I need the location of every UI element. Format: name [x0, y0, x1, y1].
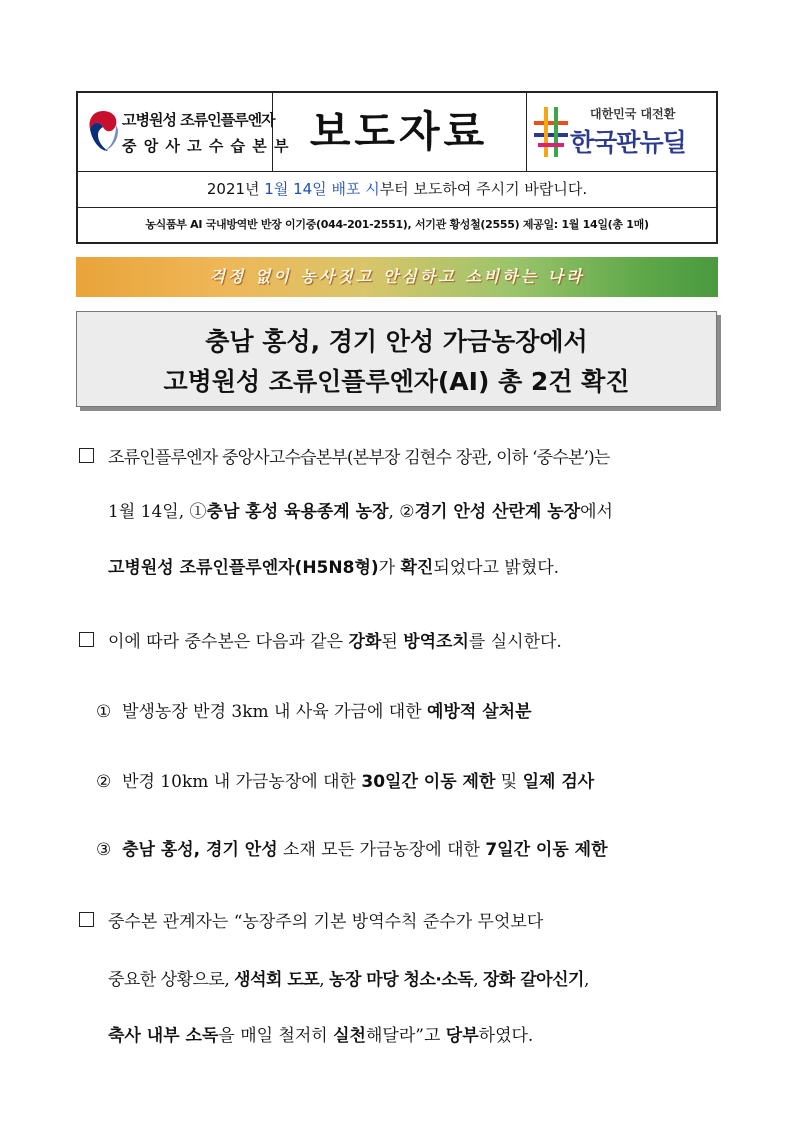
body-text: , [583, 970, 589, 990]
emphasis-text: 당부 [445, 1026, 479, 1046]
body-text: 중요한 상황으로, [108, 970, 235, 990]
government-emblem-icon [86, 107, 120, 155]
org-name-line2: 중 앙 사 고 수 습 본 부 [122, 137, 290, 155]
headline-box [76, 311, 717, 407]
emphasis-text: 장화 갈아신기 [483, 970, 584, 990]
body-text: 해달라”고 [365, 1026, 446, 1046]
emphasis-text: 30일간 이동 제한 [361, 772, 496, 792]
new-deal-cell [526, 93, 716, 171]
measure-item-3 [96, 835, 608, 860]
org-name-line1: 고병원성 조류인플루엔자 [122, 111, 275, 129]
paragraph-1-line-2 [108, 497, 613, 522]
body-text: 소재 모든 가금농장에 대한 [277, 840, 486, 860]
emphasis-text: 생석회 도포 [234, 970, 320, 990]
emphasis-text: 충남 홍성 육용종계 농장 [206, 502, 389, 522]
measure-item-1 [96, 697, 532, 722]
org-cell [78, 93, 290, 171]
body-text: 를 실시한다. [468, 632, 562, 652]
paragraph-1-line-3 [108, 553, 559, 578]
paragraph-1-line-1 [108, 443, 610, 468]
emphasis-text: 실천 [333, 1026, 366, 1046]
emphasis-text: 방역조치 [403, 632, 469, 652]
slogan-banner [76, 257, 718, 297]
paragraph-3-line-2 [108, 965, 589, 990]
body-text: 하였다. [478, 1026, 534, 1046]
emphasis-text: 예방적 살처분 [427, 702, 532, 722]
release-suffix: 부터 보도하여 주시기 바랍니다. [379, 180, 588, 198]
headline-line2: 고병원성 조류인플루엔자(AI) 총 2건 확진 [163, 367, 630, 396]
body-text: 반경 10km 내 가금농장에 대한 [122, 772, 362, 792]
release-date: 1월 14일 배포 시 [264, 180, 380, 198]
new-deal-logo-icon [532, 103, 570, 161]
new-deal-title: 한국판뉴딜 [570, 128, 686, 157]
emphasis-text: 일제 검사 [522, 772, 595, 792]
header-top-row [78, 93, 716, 172]
body-text: 1월 14일, ① [108, 502, 207, 522]
item-number: ① [96, 702, 112, 722]
emphasis-text: 농장 마당 청소·소독 [329, 970, 474, 990]
emphasis-text: 강화 [348, 632, 382, 652]
emphasis-text: 충남 홍성, 경기 안성 [122, 840, 278, 860]
emphasis-text: 고병원성 조류인플루엔자(H5N8형) [108, 558, 379, 578]
body-text: 조류인플루엔자 중앙사고수습본부(본부장 김현수 장관, 이하 ‘중수본’)는 [108, 448, 610, 468]
contact-info: 농식품부 AI 국내방역반 반장 이기중(044-201-2551), 서기관 황성철(2555) 제공일: 1월 14일(총 1매) [145, 218, 649, 231]
emphasis-text: 경기 안성 산란계 농장 [414, 502, 581, 522]
bullet-box-icon [79, 912, 94, 927]
emphasis-text: 확진 [400, 558, 434, 578]
body-text: 을 매일 철저히 [218, 1026, 334, 1046]
body-text: 된 [381, 632, 404, 652]
body-text: 되었다고 밝혔다. [433, 558, 560, 578]
emphasis-text: 7일간 이동 제한 [485, 840, 608, 860]
body-text: , ② [388, 502, 415, 522]
body-text: 이에 따라 중수본은 다음과 같은 [108, 632, 349, 652]
body-text: 가 [378, 558, 401, 578]
bullet-box-icon [79, 632, 94, 647]
new-deal-subtitle: 대한민국 대전환 [590, 107, 676, 121]
press-release-header [76, 91, 718, 244]
measure-item-2 [96, 767, 594, 792]
paragraph-3-line-3 [108, 1021, 533, 1046]
paragraph-2-line-1 [108, 627, 562, 652]
item-number: ② [96, 772, 112, 792]
document-title: 보도자료 [309, 107, 489, 156]
body-text: , [473, 970, 483, 990]
body-text: 중수본 관계자는 “농장주의 기본 방역수칙 준수가 무엇보다 [108, 912, 544, 932]
slogan-text: 걱정 없이 농사짓고 안심하고 소비하는 나라 [209, 267, 585, 286]
emphasis-text: 축사 내부 소독 [108, 1026, 219, 1046]
release-notice [78, 171, 716, 208]
body-text: 에서 [580, 502, 613, 522]
item-number: ③ [96, 840, 112, 860]
paragraph-3-line-1 [108, 907, 543, 932]
body-text: 발생농장 반경 3km 내 사육 가금에 대한 [122, 702, 428, 722]
body-text: , [319, 970, 330, 990]
headline-line1: 충남 홍성, 경기 안성 가금농장에서 [205, 327, 588, 356]
title-cell [272, 93, 527, 171]
bullet-box-icon [79, 448, 94, 463]
release-year: 2021년 [206, 180, 265, 198]
body-text: 및 [495, 772, 523, 792]
